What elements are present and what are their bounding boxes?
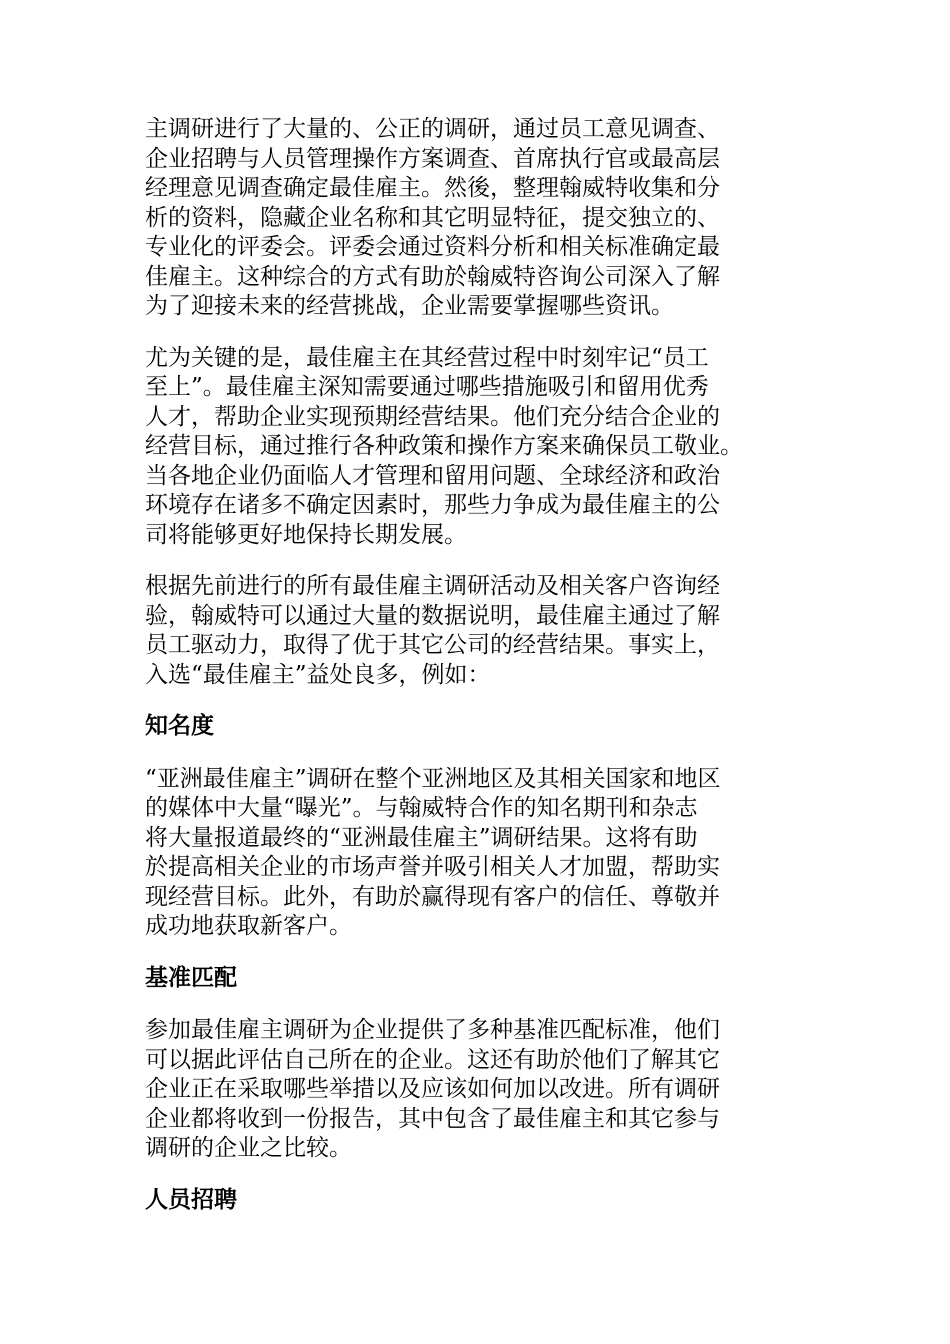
text-line: 尤为关键的是，最佳雇主在其经营过程中时刻牢记“员工 — [145, 344, 709, 371]
text-line: 入选“最佳雇主”益处良多，例如： — [145, 661, 491, 688]
text-line: 佳雇主。这种综合的方式有助於翰威特咨询公司深入了解 — [145, 263, 720, 290]
text-line: 司将能够更好地保持长期发展。 — [145, 521, 467, 548]
paragraph-benefits-intro — [145, 572, 805, 690]
text-line: 为了迎接未来的经营挑战，企业需要掌握哪些资讯。 — [145, 293, 674, 319]
text-line: 将大量报道最终的“亚洲最佳雇主”调研结果。这将有助 — [145, 824, 698, 851]
text-line: 现经营目标。此外，有助於赢得现有客户的信任、尊敬并 — [145, 883, 720, 910]
text-line: 调研的企业之比较。 — [145, 1135, 352, 1161]
section-heading-visibility: 知名度 — [145, 713, 214, 739]
text-line: 成功地获取新客户。 — [145, 913, 352, 939]
text-line: 的媒体中大量“曝光”。与翰威特合作的知名期刊和杂志 — [145, 795, 698, 821]
text-line: 环境存在诸多不确定因素时，那些力争成为最佳雇主的公 — [145, 492, 720, 518]
text-line: 析的资料，隐藏企业名称和其它明显特征，提交独立的、 — [145, 204, 720, 231]
text-line: 当各地企业仍面临人才管理和留用问题、全球经济和政治 — [145, 462, 720, 489]
text-line: 人才，帮助企业实现预期经营结果。他们充分结合企业的 — [145, 403, 720, 430]
text-line: 参加最佳雇主调研为企业提供了多种基准匹配标准，他们 — [145, 1017, 720, 1043]
paragraph-visibility — [145, 765, 805, 942]
section-heading-benchmarking: 基准匹配 — [145, 964, 237, 991]
text-line: 验，翰威特可以通过大量的数据说明，最佳雇主通过了解 — [145, 602, 720, 629]
text-line: 於提高相关企业的市场声誉并吸引相关人才加盟，帮助实 — [145, 854, 720, 880]
paragraph-benchmarking — [145, 1016, 805, 1164]
text-line: 企业都将收到一份报告，其中包含了最佳雇主和其它参与 — [145, 1105, 720, 1132]
paragraph-employee-first — [145, 344, 805, 551]
text-line: 专业化的评委会。评委会通过资料分析和相关标准确定最 — [145, 234, 720, 260]
document-page — [145, 115, 805, 1238]
paragraph-research-method — [145, 115, 805, 322]
text-line: “亚洲最佳雇主”调研在整个亚洲地区及其相关国家和地区 — [145, 765, 721, 792]
text-line: 根据先前进行的所有最佳雇主调研活动及相关客户咨询经 — [145, 573, 720, 599]
text-line: 可以据此评估自己所在的企业。这还有助於他们了解其它 — [145, 1046, 720, 1073]
text-line: 企业招聘与人员管理操作方案调查、首席执行官或最高层 — [145, 145, 720, 172]
text-line: 企业正在采取哪些举措以及应该如何加以改进。所有调研 — [145, 1076, 720, 1102]
text-line: 员工驱动力，取得了优于其它公司的经营结果。事实上， — [145, 632, 720, 658]
text-line: 经营目标，通过推行各种政策和操作方案来确保员工敬业。 — [145, 433, 743, 459]
text-line: 经理意见调查确定最佳雇主。然後，整理翰威特收集和分 — [145, 175, 720, 201]
text-line: 主调研进行了大量的、公正的调研，通过员工意见调查、 — [145, 116, 720, 142]
text-line: 至上”。最佳雇主深知需要通过哪些措施吸引和留用优秀 — [145, 374, 709, 400]
section-heading-recruitment: 人员招聘 — [145, 1186, 237, 1213]
